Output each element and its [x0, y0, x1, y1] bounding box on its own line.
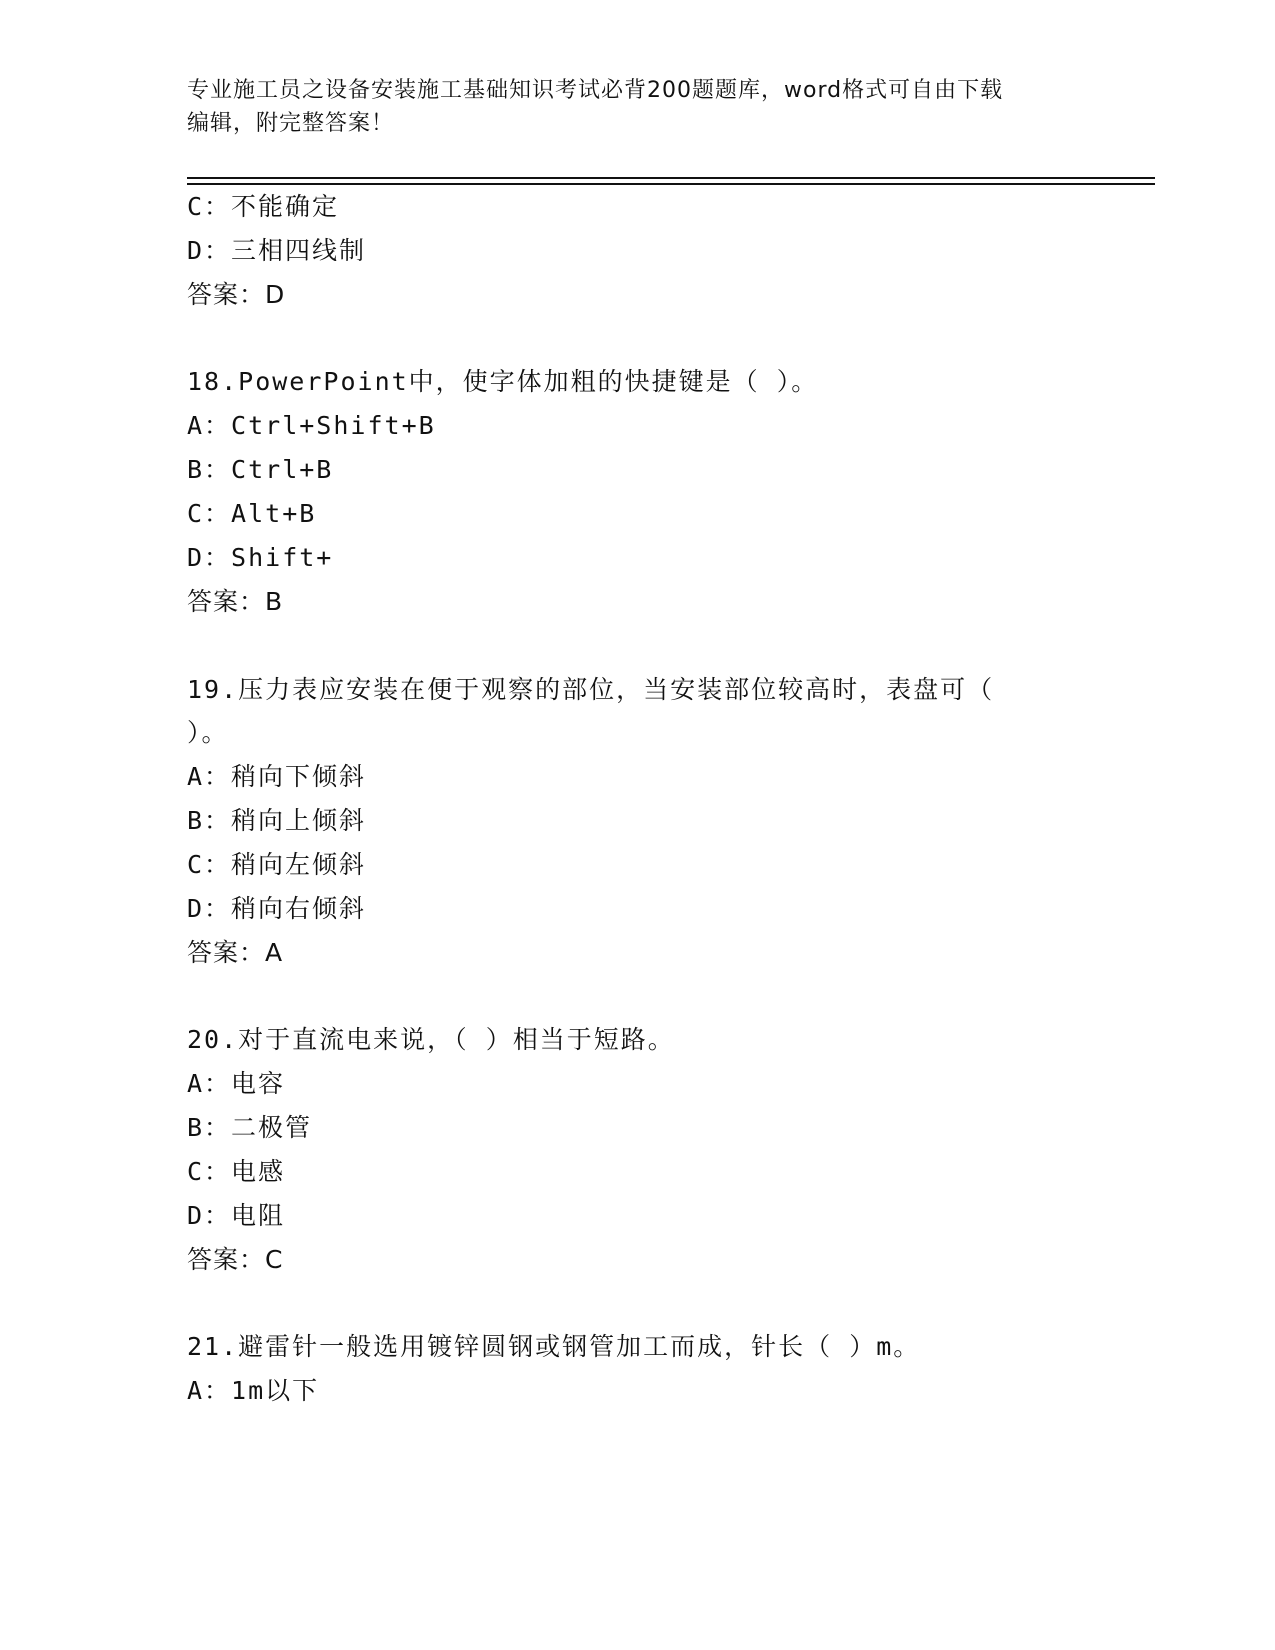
q19-question-line2: ）。	[187, 718, 229, 747]
prev-option-d: D：三相四线制	[187, 236, 367, 265]
header-divider-bottom	[187, 183, 1155, 185]
header-title-line2: 编辑，附完整答案！	[187, 111, 395, 136]
q20-question: 20.对于直流电来说，（ ）相当于短路。	[187, 1025, 675, 1054]
q19-option-d: D：稍向右倾斜	[187, 894, 367, 923]
header-title-line1: 专业施工员之设备安装施工基础知识考试必背200题题库，word格式可自由下载	[187, 78, 1004, 103]
q21-option-a: A：1m以下	[187, 1376, 320, 1405]
header-divider-top	[187, 177, 1155, 179]
q19-option-a: A：稍向下倾斜	[187, 762, 367, 791]
q18-option-c: C：Alt+B	[187, 499, 317, 528]
q18-option-a: A：Ctrl+Shift+B	[187, 411, 436, 440]
prev-option-c: C：不能确定	[187, 192, 340, 221]
q18-option-d: D：Shift+	[187, 543, 334, 572]
q18-option-b: B：Ctrl+B	[187, 455, 334, 484]
q20-option-d: D：电阻	[187, 1201, 286, 1230]
q19-option-b: B：稍向上倾斜	[187, 806, 367, 835]
q20-option-b: B：二极管	[187, 1113, 313, 1142]
q19-question-line1: 19.压力表应安装在便于观察的部位，当安装部位较高时，表盘可（	[187, 675, 995, 704]
q18-answer: 答案：B	[187, 587, 284, 616]
q19-option-c: C：稍向左倾斜	[187, 850, 367, 879]
q20-option-c: C：电感	[187, 1157, 286, 1186]
q20-option-a: A：电容	[187, 1069, 286, 1098]
q18-question: 18.PowerPoint中，使字体加粗的快捷键是（ ）。	[187, 367, 819, 396]
prev-answer: 答案：D	[187, 280, 286, 309]
q20-answer: 答案：C	[187, 1245, 284, 1274]
q19-answer: 答案：A	[187, 938, 284, 967]
document-header	[187, 74, 1087, 140]
q21-question: 21.避雷针一般选用镀锌圆钢或钢管加工而成，针长（ ）m。	[187, 1332, 921, 1361]
